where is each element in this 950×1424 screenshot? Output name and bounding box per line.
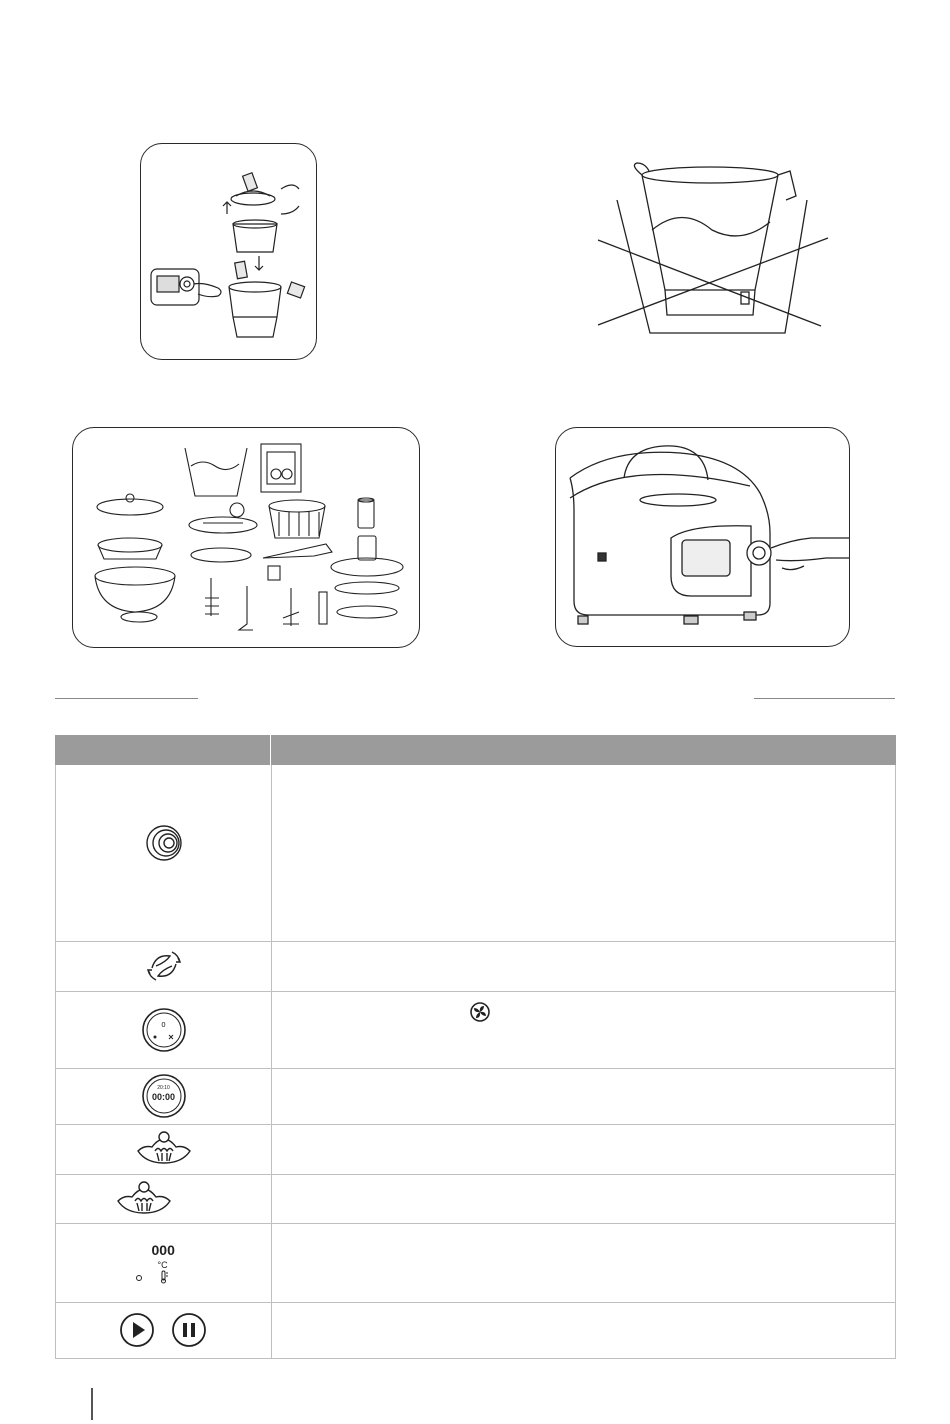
- table-cell-icon: [56, 1068, 272, 1124]
- table-cell-description: [272, 1068, 895, 1124]
- table-row: [55, 941, 896, 992]
- table-header-divider: [270, 735, 271, 765]
- rotary-knob-icon: [144, 823, 184, 863]
- table-cell-icon: [56, 1174, 272, 1223]
- table-header: [55, 735, 896, 765]
- bowl-cross-illustration: [595, 150, 835, 340]
- table-cell-description: [272, 941, 895, 991]
- timer-dial-top: 20:10: [157, 1085, 170, 1091]
- table-cell-description: [272, 1223, 895, 1302]
- speed-dial-icon: [141, 1007, 187, 1053]
- table-row: [55, 1302, 896, 1359]
- blade-rotation-icon: [144, 946, 184, 986]
- table-row: [55, 991, 896, 1069]
- steam-basket-icon: [135, 1129, 193, 1169]
- play-pause-group: [119, 1312, 209, 1348]
- section-rule-left: [55, 698, 198, 699]
- table-row: [55, 1068, 896, 1125]
- fan-icon: [470, 1002, 490, 1022]
- table-cell-icon: [56, 1302, 272, 1358]
- pause-icon: [171, 1312, 207, 1348]
- table-cell-description: [272, 991, 895, 1068]
- temperature-unit: °C: [157, 1259, 168, 1270]
- timer-dial-icon: [141, 1073, 187, 1119]
- illustration-appliance-panel: [555, 427, 850, 647]
- illustration-bowl-prohibited: [595, 150, 835, 340]
- table-cell-icon: [56, 991, 272, 1068]
- steam-basket-low-icon: [115, 1179, 173, 1219]
- table-cell-description: [272, 1302, 895, 1358]
- illustration-assembly-panel: [140, 143, 317, 360]
- table-row: [55, 1223, 896, 1303]
- accessories-illustration: [73, 428, 419, 647]
- play-icon: [119, 1312, 155, 1348]
- temperature-value: 000: [151, 1241, 175, 1258]
- table-cell-icon: [56, 765, 272, 941]
- table-cell-icon: [56, 1223, 272, 1302]
- table-cell-icon: [56, 941, 272, 991]
- table-cell-description: [272, 765, 895, 941]
- assembly-illustration: [141, 144, 316, 359]
- appliance-illustration: [556, 428, 849, 646]
- table-cell-description: [272, 1174, 895, 1223]
- page-footer-marker: [91, 1388, 93, 1420]
- table-cell-description: [272, 1124, 895, 1174]
- temperature-icon: [134, 1238, 194, 1288]
- timer-dial-value: 00:00: [151, 1092, 176, 1102]
- section-rule-right: [754, 698, 895, 699]
- table-cell-icon: [56, 1124, 272, 1174]
- table-row: [55, 1124, 896, 1175]
- table-row: [55, 1174, 896, 1224]
- table-row: [55, 765, 896, 942]
- speed-dial-value: 0: [161, 1020, 166, 1029]
- illustration-accessories-panel: [72, 427, 420, 648]
